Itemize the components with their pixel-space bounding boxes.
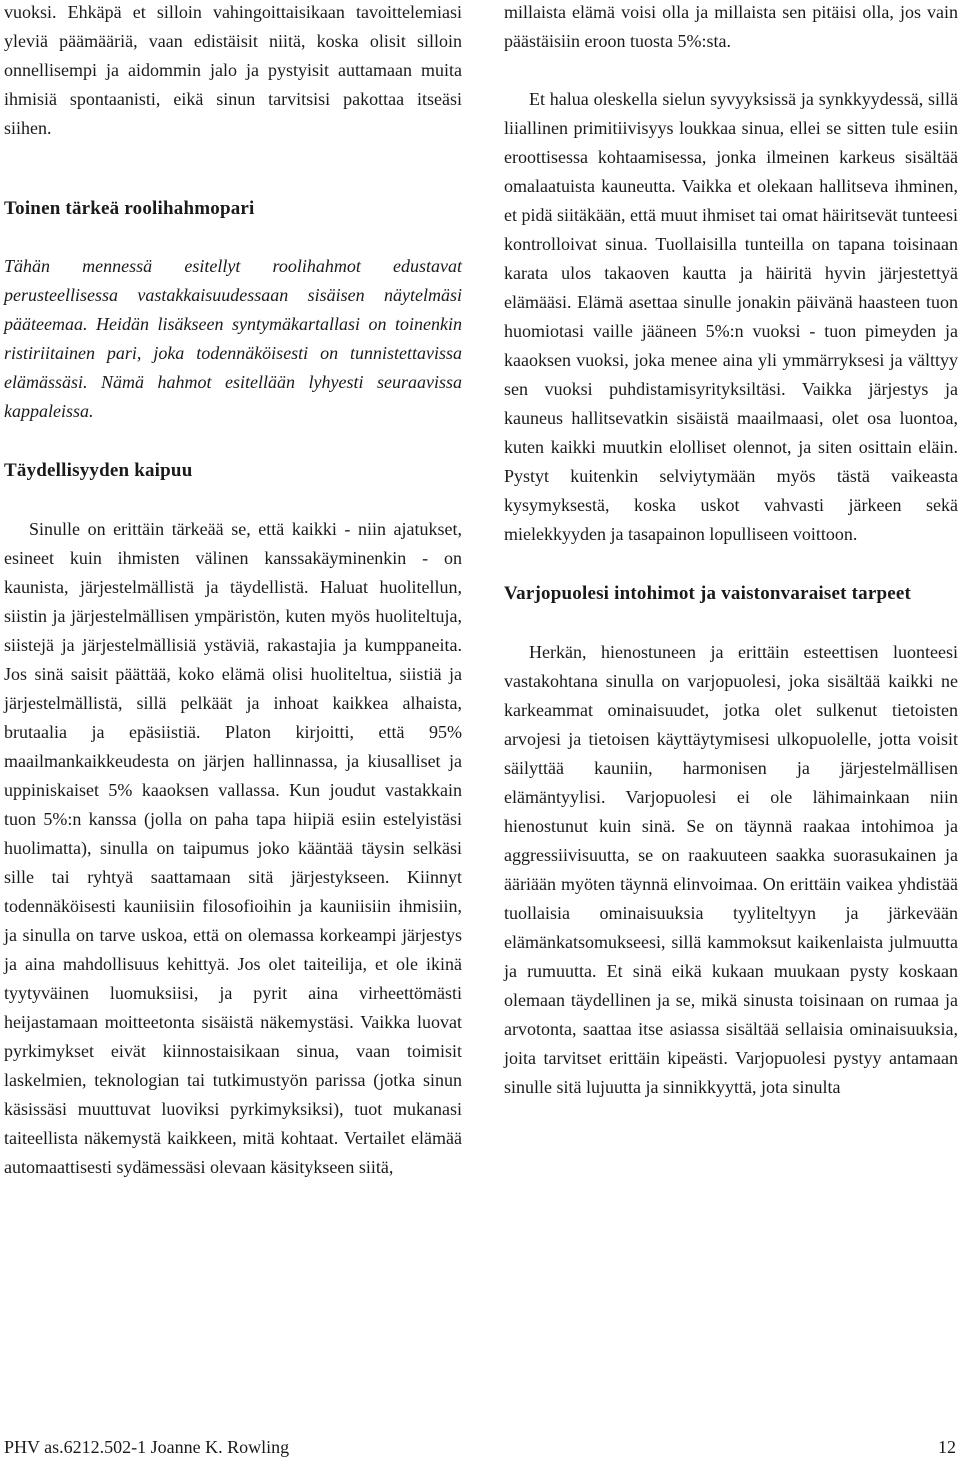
section-heading-shadow: Varjopuolesi intohimot ja vaistonvaraiset tarpeet <box>504 583 912 604</box>
paragraph-perfection: Sinulle on erittäin tärkeää se, että kaikki - niin ajatukset, esineet kuin ihmisten välinen kanssakäyminenkin - on kaunista, järjestelmällistä ja täydellistä. Haluat huolitellun, siistin ja järjestelmällisen ympäristön, kuten myös huoliteltuja, siistejä ja järjestelmällisiä ystäviä, rakastajia ja kumppaneita. Jos sinä saisit päättää, koko elämä olisi huoliteltua, siistiä ja järjestelmällistä, sillä pelkäät ja inhoat kaikkea alhaista, brutaalia ja epäsiistiä. Platon kirjoitti, että 95% maailmankaikkeudesta on järjen hallinnassa, ja kiusalliset ja uppiniskaiset 5% kaaoksen vallassa. Kun joudut vastakkain tuon 5%:n kanssa (jolla on paha tapa hiipiä esiin estelyistäsi huolimatta), sinulla on taipumus joko kääntää täysin selkäsi sille tai ryhtyä saattamaan sitä järjestykseen. Kiinnyt todennäköisesti kauniisiin filosofioihin ja kauniisiin ihmisiin, ja sinulla on tarve uskoa, että on olemassa korkeampi järjestys ja aina mahdollisuus kehittyä. Jos olet taiteilija, et ole ikinä tyytyväinen luomuksiisi, ja pyrit aina virheettömästi heijastamaan moitteetonta sisäistä näkemystäsi. Vaikka luovat pyrkimykset eivät kiinnostaisikaan sinua, vaan toimisit laskelmien, teknologian tai tutkimustyön parissa (jotka sinun käsissäsi muuttuvat luoviksi pyrkimyksiksi), tuot mukanasi taiteellista näkemystä kaikkeen, mitä kohtaat. Vertailet elämää automaattisesti sydämessäsi olevaan käsitykseen siitä, <box>4 519 462 1177</box>
left-column <box>4 0 462 1182</box>
section-intro: Tähän mennessä esitellyt roolihahmot edustavat perusteellisessa vastakkaisuudessaan sisäisen näytelmäsi pääteemaa. Heidän lisäkseen syntymäkartallasi on toinenkin ristiriitainen pari, joka todennäköisesti on tunnistettavissa elämässäsi. Nämä hahmot esitellään lyhyesti seuraavissa kappaleissa. <box>4 256 462 421</box>
paragraph-continuation: vuoksi. Ehkäpä et silloin vahingoittaisikaan tavoittelemiasi yleviä päämääriä, vaan edistäisit niitä, koska olisit silloin onnellisempi ja aidommin jalo ja pystyisit auttamaan muita ihmisiä spontaanisti, eikä sinun tarvitsisi pakottaa itseäsi siihen. <box>4 2 462 138</box>
page-number: 12 <box>938 1437 956 1457</box>
paragraph-continuation-right: millaista elämä voisi olla ja millaista sen pitäisi olla, jos vain päästäisiin eroon tuosta 5%:sta. <box>504 2 958 51</box>
section-heading-perfection: Täydellisyyden kaipuu <box>4 460 193 481</box>
paragraph-emotions: Et halua oleskella sielun syvyyksissä ja synkkyydessä, sillä liiallinen primitiivisyys loukkaa sinua, ellei se sitten tule esiin eroottisessa kohtaamisessa, jonka ilmeinen karkeus sisältää omalaatuista kauneutta. Vaikka et olekaan hallitseva ihminen, et pidä siitäkään, että muut ihmiset tai omat häiritsevät tunteesi kontrolloivat sinua. Tuollaisilla tunteilla on tapana toisinaan karata ulos takaoven kautta ja häiritä hyvin järjestettyä elämääsi. Elämä asettaa sinulle jonakin päivänä haasteen tuon huomiotasi vaille jääneen 5%:n vuoksi - tuon pimeyden ja kaaoksen vuoksi, joka menee aina yli ymmärryksesi ja välttyy sen vuoksi puhdistamisyrityksiltäsi. Vaikka järjestys ja kauneus hallitsevatkin sisäistä maailmaasi, olet osa luontoa, kuten kaikki muutkin elolliset olennot, ja siten osittain eläin. Pystyt kuitenkin selviytymään myös tästä vaikeasta kysymyksestä, koska uskot vahvasti järkeen sekä mielekkyyden ja tasapainon lopulliseen voittoon. <box>504 89 958 544</box>
footer-document-info: PHV as.6212.502-1 Joanne K. Rowling <box>4 1437 290 1457</box>
section-heading-role-pair: Toinen tärkeä roolihahmopari <box>4 198 255 219</box>
page-footer <box>4 1436 956 1458</box>
paragraph-shadow: Herkän, hienostuneen ja erittäin esteettisen luonteesi vastakohtana sinulla on varjopuolesi, joka sisältää kaikki ne karkeammat ominaisuudet, jotka olet sulkenut tietoisten arvojesi ja tietoisen käyttäytymisesi ulkopuolelle, jotta voisit säilyttää kauniin, harmonisen ja järjestelmällisen elämäntyylisi. Varjopuolesi ei ole lähimainkaan niin hienostunut kuin sinä. Se on täynnä raakaa intohimoa ja aggressiivisuutta, se on raakuuteen saakka suorasukainen ja ääriään myöten täynnä elinvoimaa. On erittäin vaikea yhdistää tuollaisia ominaisuuksia tyyliteltyyn ja järkevään elämänkatsomukseesi, sillä kammoksut kaikenlaista julmuutta ja rumuutta. Et sinä eikä kukaan muukaan pysty koskaan olemaan täydellinen ja se, mikä sinusta toisinaan on rumaa ja arvotonta, saattaa itse asiassa sisältää sellaisia ominaisuuksia, joita tarvitset erittäin kipeästi. Varjopuolesi pystyy antamaan sinulle sitä lujuutta ja sinnikkyyttä, jota sinulta <box>504 642 958 1097</box>
right-column <box>504 0 958 1102</box>
